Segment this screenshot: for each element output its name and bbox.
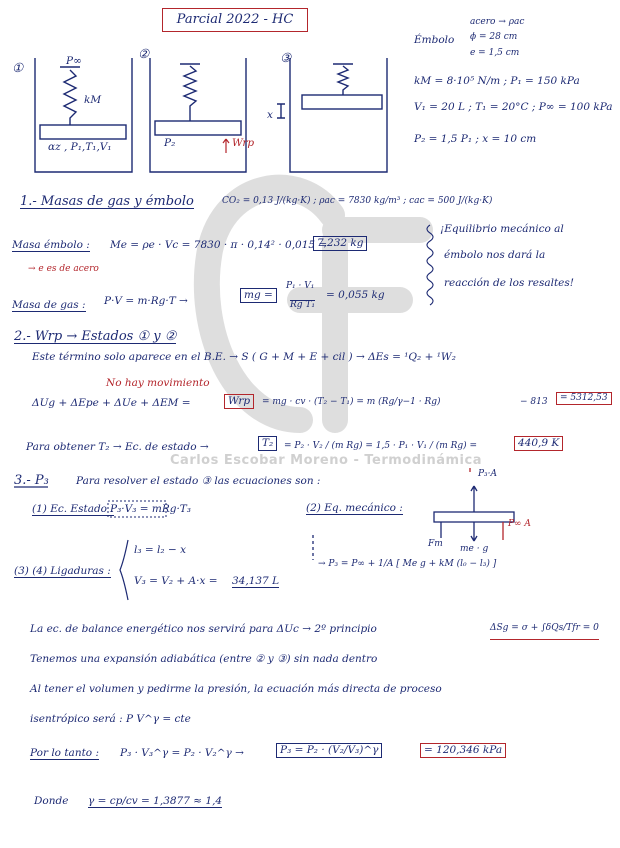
ligaduras-label: (3) (4) Ligaduras : [14, 565, 111, 577]
state1-label: αz , P₁,T₁,V₁ [48, 141, 112, 153]
t2-result: 440,9 K [514, 436, 563, 451]
section-2-heading: 2.- Wrp → Estados ① y ② [14, 329, 177, 344]
entropy-balance: ΔSg = σ + ∫δQs/Tfr = 0 [490, 624, 599, 640]
force-fm: Fm [428, 539, 443, 549]
embolo-material: acero → ρac [470, 17, 525, 27]
masa-gas-result: = 0,055 kg [326, 289, 385, 301]
section-3-heading: 3.- P₃ [14, 473, 49, 488]
ligadura-1: l₃ = l₂ − x [134, 544, 187, 556]
pressure-ext-label: P∞ [66, 55, 82, 67]
embolo-thickness: e = 1,5 cm [470, 48, 520, 58]
eq2: → P₃ = P∞ + 1/A [ Me g + kM (l₀ − l₃) ] [318, 559, 497, 569]
section-3-text-3: Al tener el volumen y pedirme la presión, la ecuación más directa de proceso [30, 683, 442, 695]
por-lo-tanto: Por lo tanto : [30, 747, 99, 759]
spring-and-p1: kM = 8·10⁵ N/m ; P₁ = 150 kPa [414, 75, 580, 87]
section-2-line-2-left: ΔUg + ΔEpe + ΔUe + ΔEM = [32, 397, 191, 409]
wrp-result: = 5312,53 [556, 392, 612, 405]
side-note-line-1: ¡Equilibrio mecánico al [440, 223, 564, 235]
figure-1-label: ① [12, 60, 24, 75]
eq1: P₃·V₃ = mRg·T₃ [110, 503, 192, 515]
force-top: P₃·A [478, 469, 498, 479]
masa-embolo-label: Masa émbolo : [12, 239, 90, 251]
p2-x: P₂ = 1,5 P₁ ; x = 10 cm [414, 133, 537, 145]
gamma-eq: γ = cp/cv = 1,3877 ≈ 1,4 [88, 795, 223, 807]
force-pinf: P∞ A [508, 519, 531, 529]
embolo-label: Émbolo [414, 34, 455, 46]
state2-pressure-label: P₂ [164, 137, 176, 149]
t2-boxed: T₂ [258, 436, 277, 451]
masa-gas-lhs: mg = [240, 288, 277, 303]
section-3-text-4: isentrópico será : P V^γ = cte [30, 713, 191, 725]
side-note-line-3: reacción de los resaltes! [444, 277, 574, 289]
section-2-line-3-mid: = P₂ · V₂ / (m Rg) = 1,5 · P₁ · V₁ / (m Rg) = [284, 441, 478, 451]
masa-gas-denominator: Rg T₁ [290, 300, 316, 310]
side-note-line-2: émbolo nos dará la [444, 249, 546, 261]
p3-result: = 120,346 kPa [420, 743, 506, 758]
no-movement-note: No hay movimiento [106, 377, 210, 389]
masa-embolo-equation: Me = ρe · Vc = 7830 · π · 0,14² · 0,015 = [110, 239, 328, 251]
watermark-credit: Carlos Escobar Moreno - Termodinámica [170, 453, 482, 468]
section-1-heading: 1.- Masas de gas y émbolo [20, 194, 194, 209]
masa-embolo-result: 7,232 kg [313, 236, 367, 251]
eq1-label: (1) Ec. Estado : [32, 503, 114, 515]
spring-const-label: kM [84, 94, 102, 106]
section-2-line-2-tail: − 813 [520, 397, 548, 407]
eq2-label: (2) Eq. mecánico : [306, 502, 403, 514]
figure-3-label: ③ [280, 50, 292, 65]
force-me: me · g [460, 544, 489, 554]
isentropic-eq: P₃ · V₃^γ = P₂ · V₂^γ → [120, 747, 244, 759]
section-3-text-1: La ec. de balance energético nos servirá para ΔUc → 2º principio [30, 623, 377, 635]
x-label: x [267, 109, 273, 121]
masa-gas-label: Masa de gas : [12, 299, 86, 311]
wrp-label: Wrp [232, 137, 255, 149]
ligadura-2-result: 34,137 L [232, 575, 280, 587]
section-3-intro: Para resolver el estado ③ las ecuaciones son : [76, 475, 321, 487]
wrp-boxed: Wrp [224, 394, 254, 409]
v1-t1-pinf: V₁ = 20 L ; T₁ = 20°C ; P∞ = 100 kPa [414, 101, 613, 113]
donde-label: Donde [34, 795, 69, 807]
p3-expression: P₃ = P₂ · (V₂/V₃)^γ [276, 743, 382, 758]
ligadura-2: V₃ = V₂ + A·x = [134, 575, 218, 587]
figure-2-label: ② [138, 46, 150, 61]
page-title: Parcial 2022 - HC [162, 8, 308, 32]
section-3-text-2: Tenemos una expansión adiabática (entre ② y ③) sin nada dentro [30, 653, 378, 665]
embolo-diameter: ϕ = 28 cm [470, 32, 518, 42]
section-2-line-3-left: Para obtener T₂ → Ec. de estado → [26, 441, 209, 453]
acero-note: → e es de acero [28, 264, 99, 274]
section-2-line-1: Este término solo aparece en el B.E. → S ( G + M + E + cil ) → ΔEs = ¹Q₂ + ¹W₂ [32, 351, 456, 363]
masa-gas-numerator: P₁ · V₁ [286, 281, 315, 291]
section-2-line-2-right: = mg · cv · (T₂ − T₁) = m (Rg/γ−1 · Rg) [262, 397, 441, 407]
masa-gas-equation: P·V = m·Rg·T → [104, 295, 188, 307]
section-1-constants: CO₂ = 0,13 J/(kg·K) ; ρac = 7830 kg/m³ ; cac = 500 J/(kg·K) [222, 196, 493, 206]
